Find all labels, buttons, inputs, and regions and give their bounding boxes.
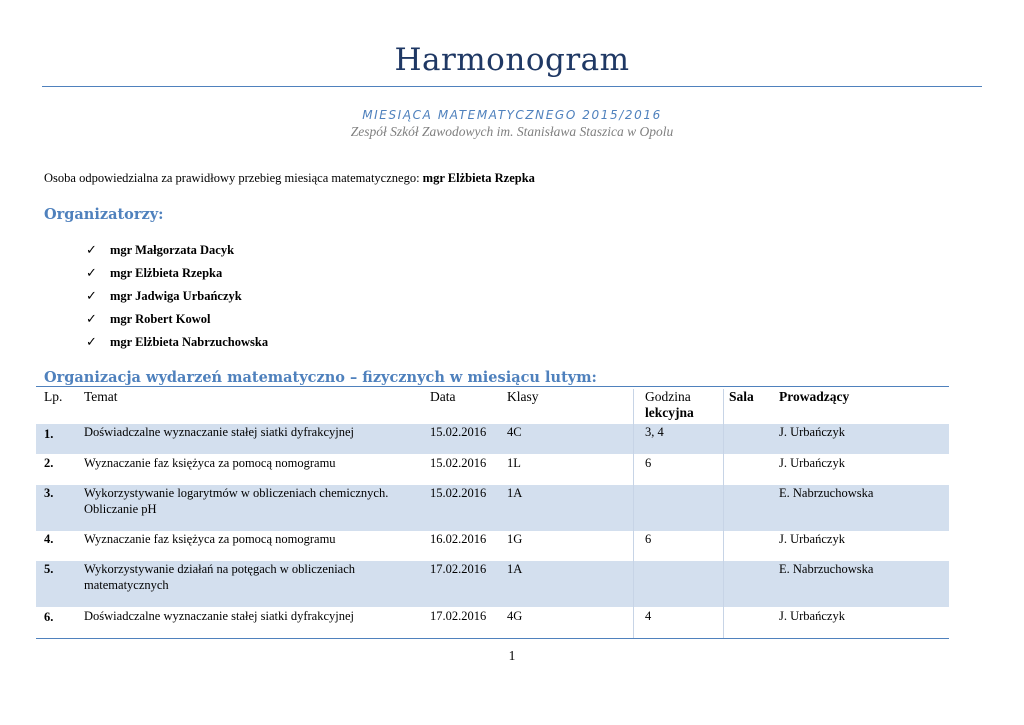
organizer-item bbox=[86, 262, 268, 285]
cell-data: 15.02.2016 bbox=[430, 425, 487, 439]
table-row bbox=[36, 455, 949, 485]
table-row bbox=[36, 561, 949, 607]
header-prowadzacy: Prowadzący bbox=[779, 389, 850, 404]
organizers-list bbox=[86, 239, 268, 354]
organizer-item bbox=[86, 239, 268, 262]
responsible-label: Osoba odpowiedzialna za prawidłowy przebieg miesiąca matematycznego: bbox=[44, 171, 420, 185]
header-godzina-line1: Godzina bbox=[645, 389, 691, 404]
check-icon: ✓ bbox=[86, 312, 97, 327]
column-divider bbox=[723, 389, 724, 638]
header-sala: Sala bbox=[729, 389, 754, 404]
cell-lp: 6. bbox=[44, 610, 54, 624]
organizer-item bbox=[86, 285, 268, 308]
table-row bbox=[36, 424, 949, 454]
cell-prowadzacy: J. Urbańczyk bbox=[779, 609, 845, 623]
cell-prowadzacy: J. Urbańczyk bbox=[779, 456, 845, 470]
responsible-person-line bbox=[44, 171, 535, 186]
column-divider bbox=[633, 389, 634, 638]
cell-prowadzacy: J. Urbańczyk bbox=[779, 425, 845, 439]
cell-temat: Wykorzystywanie działań na potęgach w obliczeniach matematycznych bbox=[84, 562, 356, 592]
cell-klasy: 1G bbox=[507, 532, 523, 546]
cell-prowadzacy: E. Nabrzuchowska bbox=[779, 562, 874, 576]
cell-godzina: 3, 4 bbox=[645, 425, 664, 439]
cell-data: 17.02.2016 bbox=[430, 562, 487, 576]
cell-lp: 4. bbox=[44, 532, 54, 546]
cell-klasy: 1A bbox=[507, 562, 523, 576]
header-temat: Temat bbox=[84, 389, 118, 404]
cell-temat: Doświadczalne wyznaczanie stałej siatki dyfrakcyjnej bbox=[84, 425, 355, 439]
cell-godzina: 4 bbox=[645, 609, 652, 623]
events-heading: Organizacja wydarzeń matematyczno – fizycznych w miesiącu lutym: bbox=[44, 369, 597, 386]
cell-lp: 3. bbox=[44, 486, 54, 500]
cell-klasy: 4C bbox=[507, 425, 522, 439]
header-data: Data bbox=[430, 389, 456, 404]
school-name: Zespół Szkół Zawodowych im. Stanisława Staszica w Opolu bbox=[350, 124, 674, 139]
cell-godzina: 6 bbox=[645, 532, 652, 546]
header-godzina-line2: lekcyjna bbox=[645, 405, 694, 420]
organizer-item bbox=[86, 308, 268, 331]
table-row bbox=[36, 608, 949, 638]
check-icon: ✓ bbox=[86, 335, 97, 350]
organizer-name: mgr Elżbieta Nabrzuchowska bbox=[110, 335, 269, 349]
table-header bbox=[36, 389, 949, 424]
cell-temat: Wyznaczanie faz księżyca za pomocą nomogramu bbox=[84, 532, 336, 546]
title-divider bbox=[42, 86, 982, 87]
cell-klasy: 1L bbox=[507, 456, 521, 470]
check-icon: ✓ bbox=[86, 243, 97, 258]
cell-lp: 5. bbox=[44, 562, 54, 576]
cell-data: 17.02.2016 bbox=[430, 609, 487, 623]
cell-klasy: 4G bbox=[507, 609, 523, 623]
header-godzina bbox=[645, 389, 694, 421]
cell-lp: 1. bbox=[44, 427, 54, 441]
check-icon: ✓ bbox=[86, 266, 97, 281]
cell-temat: Wyznaczanie faz księżyca za pomocą nomogramu bbox=[84, 456, 336, 470]
cell-prowadzacy: E. Nabrzuchowska bbox=[779, 486, 874, 500]
organizer-name: mgr Jadwiga Urbańczyk bbox=[110, 289, 242, 303]
header-lp: Lp. bbox=[44, 389, 63, 404]
cell-godzina: 6 bbox=[645, 456, 652, 470]
check-icon: ✓ bbox=[86, 289, 97, 304]
header-klasy: Klasy bbox=[507, 389, 539, 404]
organizer-name: mgr Robert Kowol bbox=[110, 312, 211, 326]
organizers-heading: Organizatorzy: bbox=[44, 206, 164, 223]
cell-data: 15.02.2016 bbox=[430, 486, 487, 500]
cell-klasy: 1A bbox=[507, 486, 523, 500]
cell-data: 16.02.2016 bbox=[430, 532, 487, 546]
organizer-item bbox=[86, 331, 268, 354]
table-row bbox=[36, 531, 949, 561]
cell-lp: 2. bbox=[44, 456, 54, 470]
cell-prowadzacy: J. Urbańczyk bbox=[779, 532, 845, 546]
page-number: 1 bbox=[508, 648, 516, 663]
table-row bbox=[36, 485, 949, 531]
cell-temat: Wykorzystywanie logarytmów w obliczeniach chemicznych. Obliczanie pH bbox=[84, 486, 389, 516]
responsible-name: mgr Elżbieta Rzepka bbox=[422, 171, 535, 185]
organizer-name: mgr Elżbieta Rzepka bbox=[110, 266, 223, 280]
organizer-name: mgr Małgorzata Dacyk bbox=[110, 243, 235, 257]
cell-data: 15.02.2016 bbox=[430, 456, 487, 470]
document-title: Harmonogram bbox=[394, 42, 630, 78]
document-subtitle: MIESIĄCA MATEMATYCZNEGO 2015/2016 bbox=[362, 108, 662, 122]
cell-temat: Doświadczalne wyznaczanie stałej siatki dyfrakcyjnej bbox=[84, 609, 355, 623]
table-bottom-border bbox=[36, 638, 949, 639]
events-heading-divider bbox=[36, 386, 949, 387]
